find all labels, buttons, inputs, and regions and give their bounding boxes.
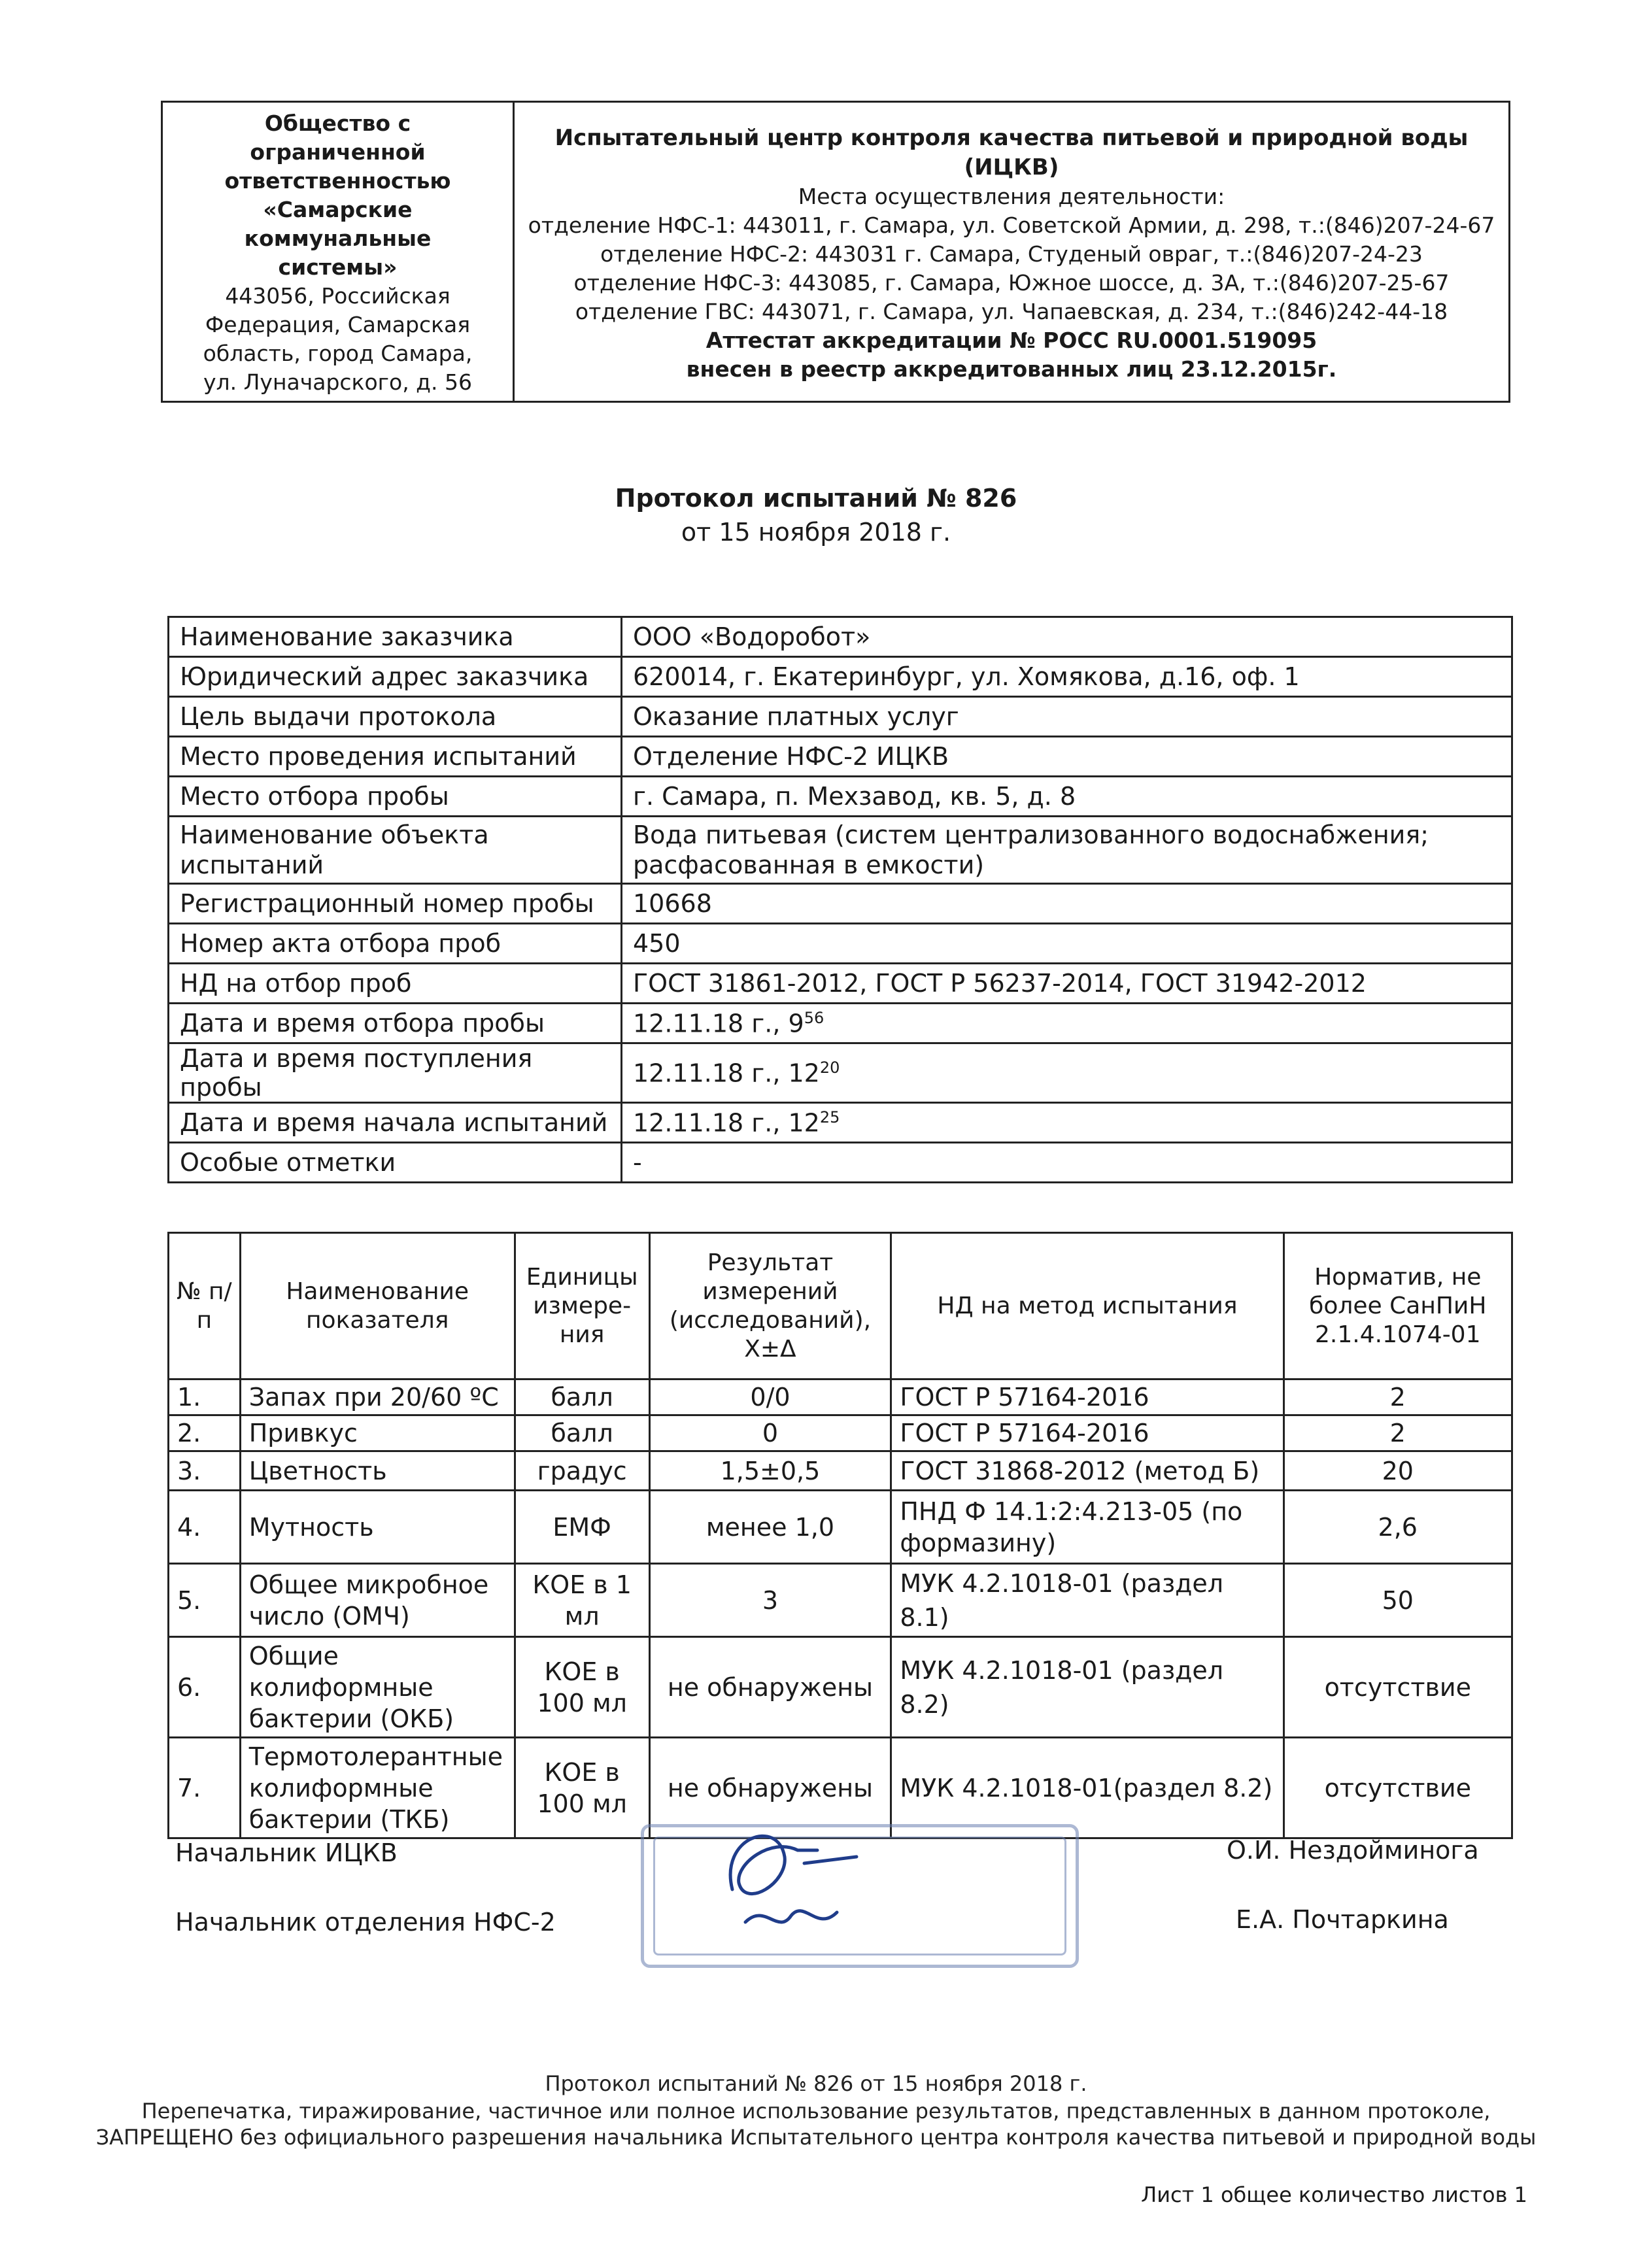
info-label: Особые отметки [169, 1143, 622, 1183]
indicator-norm: 2 [1284, 1379, 1512, 1415]
branch-line: отделение НФС-1: 443011, г. Самара, ул. Советской Армии, д. 298, т.:(846)207-24-67 [528, 212, 1495, 238]
indicator-norm: 2 [1284, 1415, 1512, 1451]
indicator-name: Запах при 20/60 ºС [240, 1379, 515, 1415]
table-row [169, 817, 1512, 884]
protocol-date: от 15 ноября 2018 г. [681, 518, 951, 547]
organization-name: Общество с ограниченной ответственностью «Самарские коммунальные системы» [224, 110, 451, 280]
table-row [169, 1637, 1512, 1738]
indicator-result: не обнаружены [649, 1637, 891, 1738]
info-value: Оказание платных услуг [622, 697, 1512, 737]
indicator-units: балл [515, 1379, 649, 1415]
indicator-units: ЕМФ [515, 1491, 649, 1564]
indicator-norm: 20 [1284, 1451, 1512, 1491]
indicator-units: КОЕ в 1 мл [515, 1564, 649, 1637]
indicator-norm: 2,6 [1284, 1491, 1512, 1564]
table-row [169, 777, 1512, 817]
row-number: 6. [169, 1637, 241, 1738]
info-label: Наименование заказчика [169, 617, 622, 657]
header-box [161, 101, 1510, 403]
head-title: Начальник ИЦКВ [175, 1838, 398, 1867]
info-label: Цель выдачи протокола [169, 697, 622, 737]
info-value: 450 [622, 924, 1512, 964]
indicator-units: градус [515, 1451, 649, 1491]
testing-center-block [515, 103, 1508, 401]
datetime-value: 12.11.18 г., 12 [633, 1108, 820, 1138]
footer-notice: ЗАПРЕЩЕНО без официального разрешения начальника Испытательного центра контроля качества питьевой и природной воды [95, 2125, 1537, 2150]
indicator-norm: отсутствие [1284, 1738, 1512, 1838]
datetime-value: 12.11.18 г., 12 [633, 1058, 820, 1088]
column-header-result: Результат измерений (исследований), X±Δ [649, 1233, 891, 1379]
protocol-title: Протокол испытаний № 826 [615, 484, 1017, 513]
indicator-name: Общее микробное число (ОМЧ) [240, 1564, 515, 1637]
info-value: 620014, г. Екатеринбург, ул. Хомякова, д.16, оф. 1 [622, 657, 1512, 697]
column-header-method: НД на метод испытания [891, 1233, 1284, 1379]
table-header-row [169, 1233, 1512, 1379]
branch-line: отделение НФС-2: 443031 г. Самара, Студеный овраг, т.:(846)207-24-23 [600, 241, 1423, 267]
info-value: 10668 [622, 884, 1512, 924]
column-header-number: № п/п [169, 1233, 241, 1379]
info-label: НД на отбор проб [169, 964, 622, 1004]
row-number: 3. [169, 1451, 241, 1491]
organization-address: 443056, Российская Федерация, Самарская область, город Самара, ул. Луначарского, д. 56 [203, 283, 473, 395]
sample-info-table [167, 616, 1513, 1183]
table-row [169, 1004, 1512, 1043]
table-row [169, 1379, 1512, 1415]
info-value [622, 1004, 1512, 1043]
test-method: ПНД Ф 14.1:2:4.213-05 (по формазину) [891, 1491, 1284, 1564]
branch-line: отделение НФС-3: 443085, г. Самара, Южное шоссе, д. 3А, т.:(846)207-25-67 [573, 270, 1450, 296]
branch-head-name: Е.А. Почтаркина [1236, 1905, 1449, 1934]
indicator-result: 1,5±0,5 [649, 1451, 891, 1491]
info-value: Вода питьевая (систем централизованного водоснабжения; расфасованная в емкости) [622, 817, 1512, 884]
info-label: Номер акта отбора проб [169, 924, 622, 964]
indicator-name: Цветность [240, 1451, 515, 1491]
indicator-result: 0/0 [649, 1379, 891, 1415]
test-method: МУК 4.2.1018-01(раздел 8.2) [891, 1738, 1284, 1838]
info-label: Место проведения испытаний [169, 737, 622, 777]
test-method: МУК 4.2.1018-01 (раздел 8.2) [891, 1637, 1284, 1738]
sheet-count: Лист 1 общее количество листов 1 [1141, 2182, 1527, 2207]
info-label: Наименование объекта испытаний [169, 817, 622, 884]
row-number: 5. [169, 1564, 241, 1637]
results-table [167, 1232, 1513, 1839]
indicator-norm: отсутствие [1284, 1637, 1512, 1738]
indicator-result: 0 [649, 1415, 891, 1451]
info-label: Дата и время начала испытаний [169, 1103, 622, 1143]
table-row [169, 1491, 1512, 1564]
table-row [169, 1043, 1512, 1103]
footer-protocol-ref: Протокол испытаний № 826 от 15 ноября 2018 г. [545, 2071, 1087, 2096]
table-row [169, 737, 1512, 777]
info-label: Дата и время поступления пробы [169, 1043, 622, 1103]
indicator-name: Привкус [240, 1415, 515, 1451]
organization-block [163, 103, 515, 401]
table-row [169, 697, 1512, 737]
indicator-units: балл [515, 1415, 649, 1451]
indicator-norm: 50 [1284, 1564, 1512, 1637]
column-header-units: Единицы измере-ния [515, 1233, 649, 1379]
handwritten-signature [706, 1811, 876, 1942]
minutes-superscript: 56 [804, 1008, 824, 1027]
minutes-superscript: 20 [819, 1058, 840, 1077]
info-label: Регистрационный номер пробы [169, 884, 622, 924]
table-row [169, 1143, 1512, 1183]
branch-head-title: Начальник отделения НФС-2 [175, 1908, 556, 1937]
row-number: 4. [169, 1491, 241, 1564]
info-value: - [622, 1143, 1512, 1183]
info-label: Дата и время отбора пробы [169, 1004, 622, 1043]
row-number: 2. [169, 1415, 241, 1451]
test-method: МУК 4.2.1018-01 (раздел 8.1) [891, 1564, 1284, 1637]
test-method: ГОСТ Р 57164-2016 [891, 1415, 1284, 1451]
test-method: ГОСТ Р 57164-2016 [891, 1379, 1284, 1415]
table-row [169, 657, 1512, 697]
places-title: Места осуществления деятельности: [798, 184, 1225, 209]
indicator-units: КОЕ в 100 мл [515, 1637, 649, 1738]
row-number: 1. [169, 1379, 241, 1415]
testing-center-title: Испытательный центр контроля качества питьевой и природной воды (ИЦКВ) [554, 125, 1469, 180]
test-method: ГОСТ 31868-2012 (метод Б) [891, 1451, 1284, 1491]
info-value: ООО «Водоробот» [622, 617, 1512, 657]
info-value: г. Самара, п. Мехзавод, кв. 5, д. 8 [622, 777, 1512, 817]
table-row [169, 964, 1512, 1004]
footer-notice: Перепечатка, тиражирование, частичное или полное использование результатов, представленных в данном протоколе, [141, 2099, 1491, 2124]
row-number: 7. [169, 1738, 241, 1838]
indicator-result: не обнаружены [649, 1738, 891, 1838]
table-row [169, 1564, 1512, 1637]
branch-line: отделение ГВС: 443071, г. Самара, ул. Чапаевская, д. 234, т.:(846)242-44-18 [575, 299, 1448, 324]
column-header-name: Наименование показателя [240, 1233, 515, 1379]
indicator-result: 3 [649, 1564, 891, 1637]
indicator-result: менее 1,0 [649, 1491, 891, 1564]
table-row [169, 884, 1512, 924]
table-row [169, 1451, 1512, 1491]
table-row [169, 1415, 1512, 1451]
column-header-norm: Норматив, не более СанПиН 2.1.4.1074-01 [1284, 1233, 1512, 1379]
table-row [169, 924, 1512, 964]
table-row [169, 617, 1512, 657]
info-label: Юридический адрес заказчика [169, 657, 622, 697]
table-row [169, 1103, 1512, 1143]
indicator-units: КОЕ в 100 мл [515, 1738, 649, 1838]
info-label: Место отбора пробы [169, 777, 622, 817]
head-name: О.И. Нездойминога [1227, 1836, 1479, 1865]
info-value [622, 1043, 1512, 1103]
minutes-superscript: 25 [819, 1108, 840, 1126]
indicator-name: Общие колиформные бактерии (ОКБ) [240, 1637, 515, 1738]
info-value: Отделение НФС-2 ИЦКВ [622, 737, 1512, 777]
accreditation-line: Аттестат аккредитации № РОСС RU.0001.519095 [706, 328, 1318, 353]
datetime-value: 12.11.18 г., 9 [633, 1009, 804, 1038]
info-value [622, 1103, 1512, 1143]
indicator-name: Термотолерантные колиформные бактерии (ТКБ) [240, 1738, 515, 1838]
indicator-name: Мутность [240, 1491, 515, 1564]
info-value: ГОСТ 31861-2012, ГОСТ Р 56237-2014, ГОСТ 31942-2012 [622, 964, 1512, 1004]
registry-line: внесен в реестр аккредитованных лиц 23.12.2015г. [686, 356, 1337, 382]
